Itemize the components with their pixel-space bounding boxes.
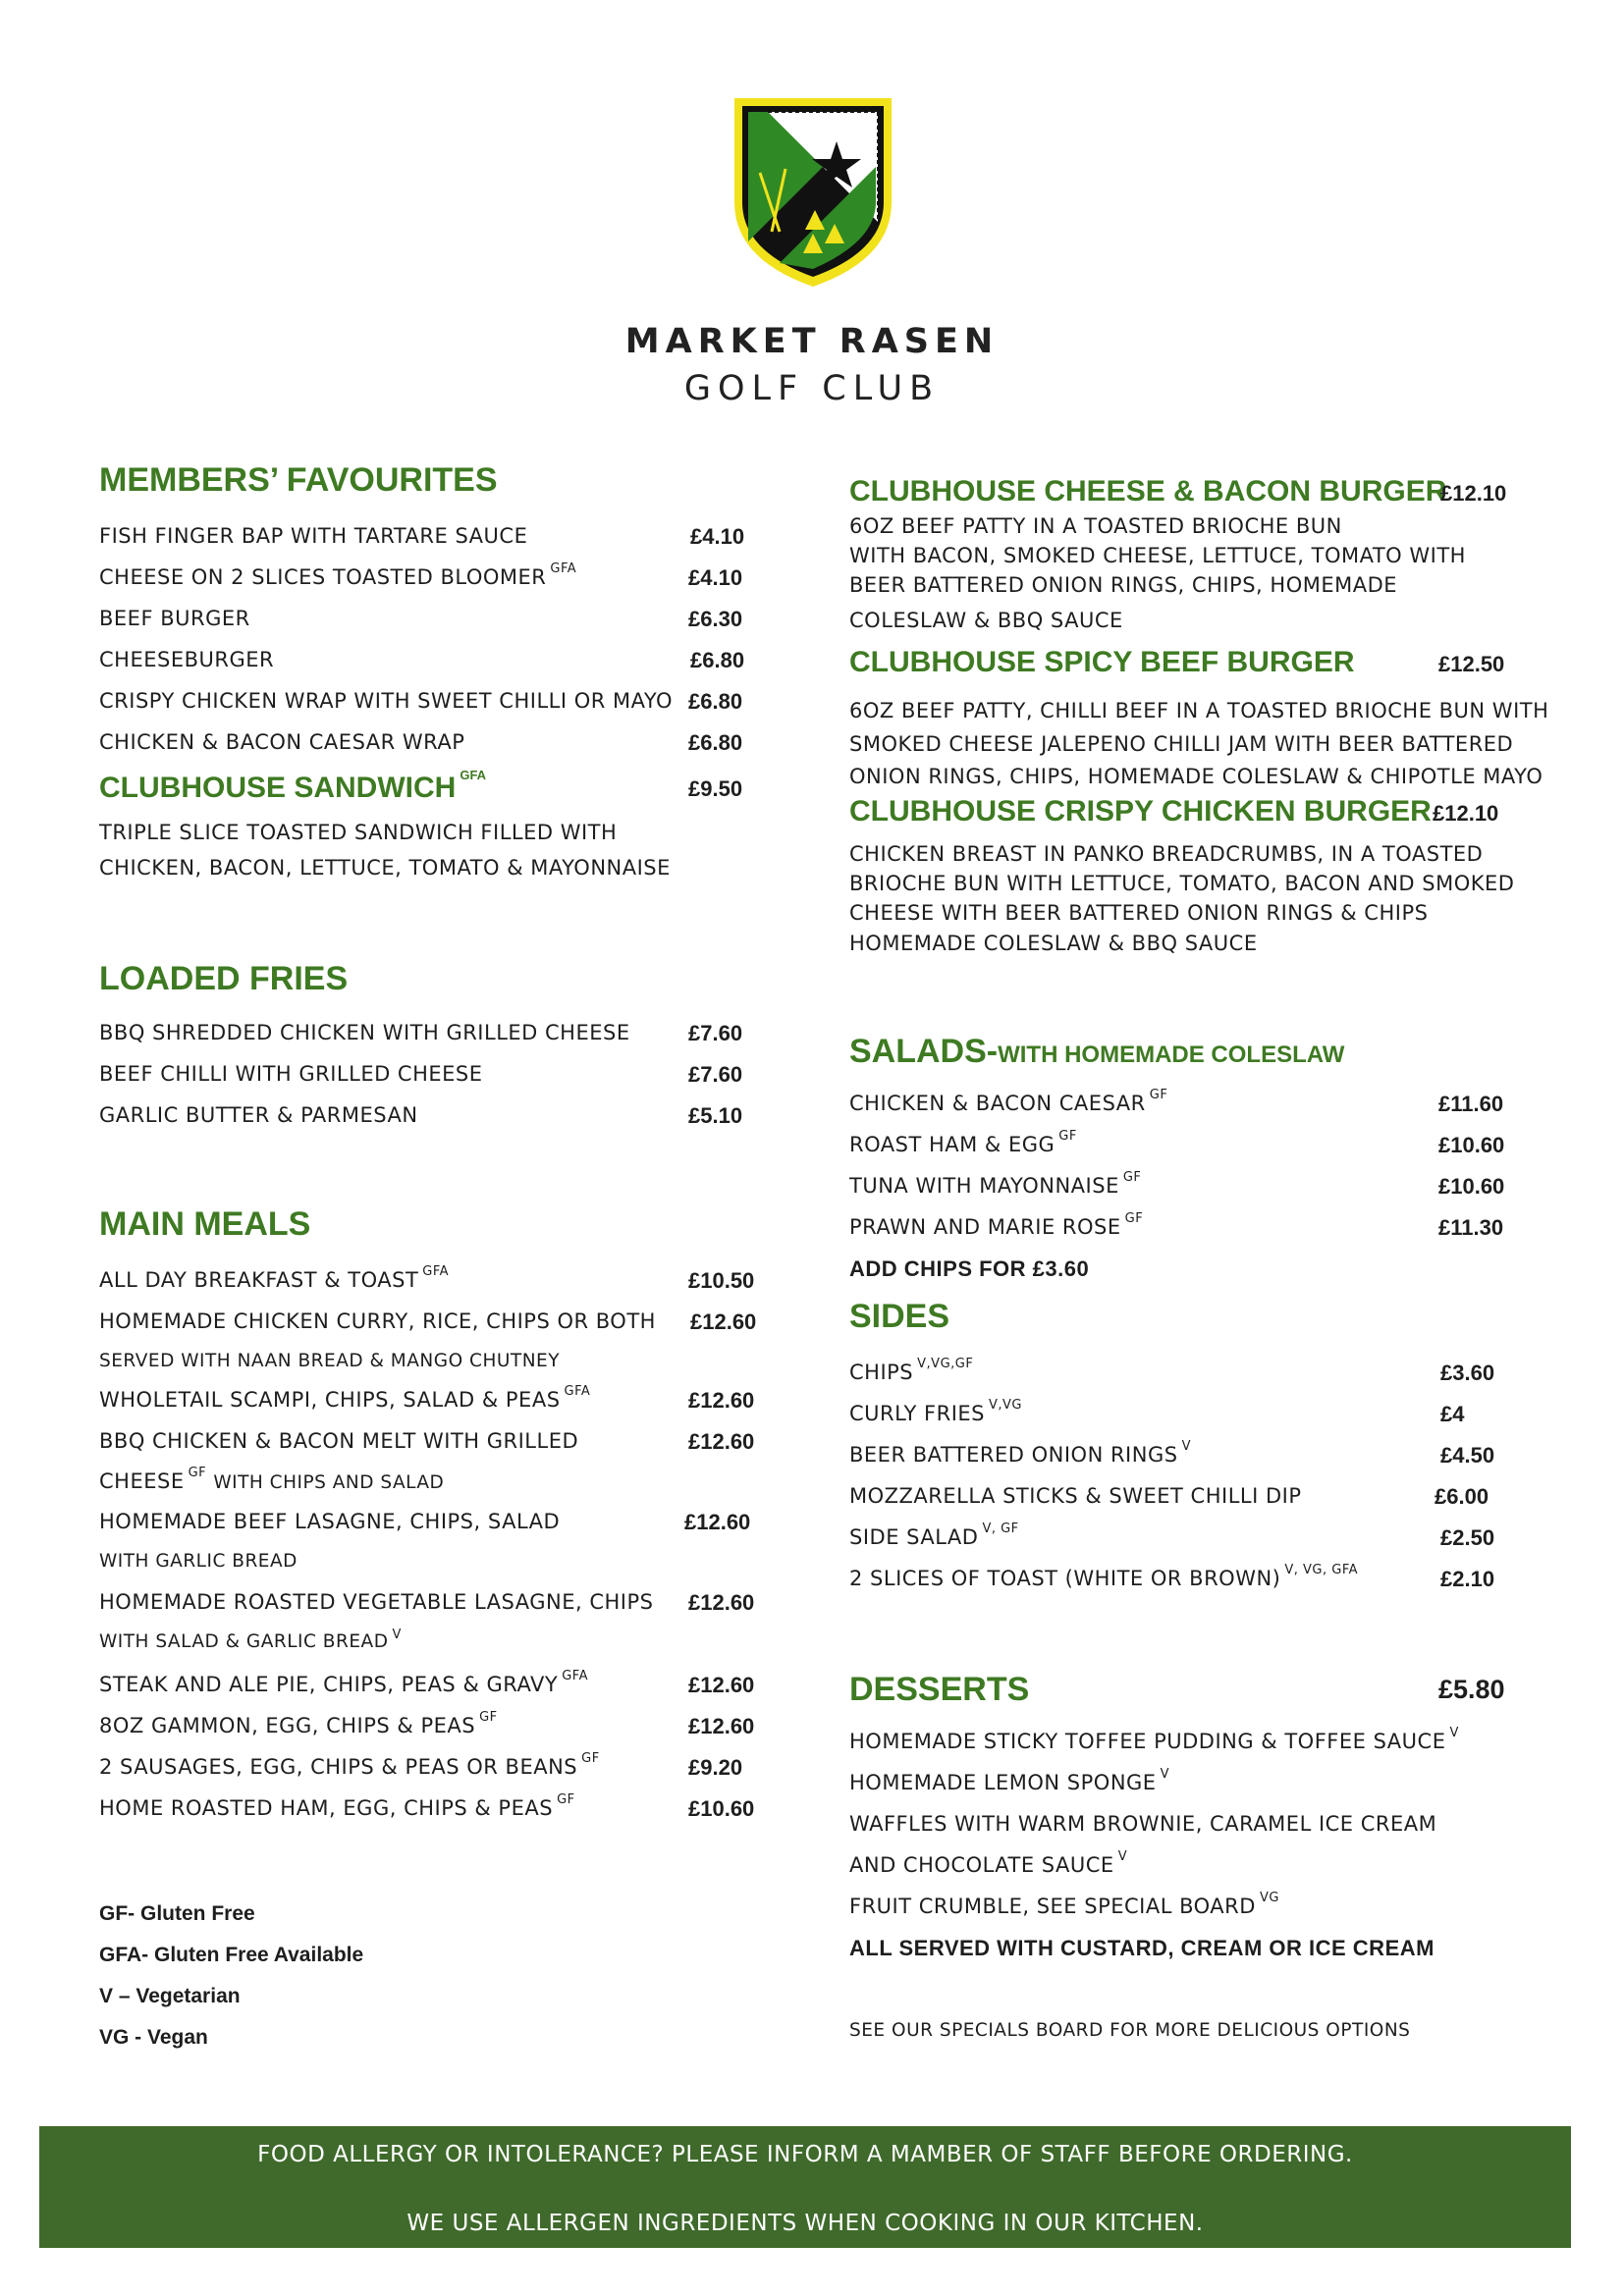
menu-item-price: £4.10	[690, 524, 745, 549]
menu-item-price: £4.50	[1440, 1443, 1495, 1468]
brand-subname: GOLF CLUB	[683, 369, 941, 408]
section-title-clubhouse-sandwich: CLUBHOUSE SANDWICH $^{GFA}$	[99, 768, 487, 804]
section-title-main-meals: MAIN MEALS	[99, 1205, 311, 1243]
menu-item-desc: TRIPLE SLICE TOASTED SANDWICH FILLED WITH	[99, 821, 618, 844]
menu-item-name: BEER BATTERED ONION RINGS $^V$	[849, 1439, 1191, 1467]
menu-item-desc: CHICKEN BREAST IN PANKO BREADCRUMBS, IN A TOASTED	[849, 842, 1484, 866]
add-chips-note: ADD CHIPS FOR £3.60	[849, 1256, 1090, 1281]
menu-item-name: PRAWN AND MARIE ROSE $^{GF}$	[849, 1211, 1144, 1239]
section-title-cheese-bacon-burger: CLUBHOUSE CHEESE & BACON BURGER	[849, 475, 1447, 507]
section-title-salads: SALADS-WITH HOMEMADE COLESLAW	[849, 1033, 1345, 1070]
menu-item-price: £12.60	[688, 1714, 755, 1738]
menu-item-name: CHICKEN & BACON CAESAR WRAP	[99, 730, 465, 754]
menu-item-name: HOME ROASTED HAM, EGG, CHIPS & PEAS $^{GF}$	[99, 1792, 575, 1820]
menu-item-price: £3.60	[1440, 1361, 1495, 1385]
menu-item-name: ROAST HAM & EGG $^{GF}$	[849, 1129, 1077, 1156]
menu-item-desc: WITH BACON, SMOKED CHEESE, LETTUCE, TOMATO WITH	[849, 544, 1466, 567]
menu-item-price: £12.10	[1440, 481, 1507, 506]
brand-name: MARKET RASEN	[624, 322, 1000, 361]
menu-item-name: WHOLETAIL SCAMPI, CHIPS, SALAD & PEAS $^{GFA}$	[99, 1384, 591, 1412]
menu-item-price: £2.10	[1440, 1567, 1495, 1591]
menu-item-price: £6.30	[688, 607, 743, 631]
menu-item-price: £6.80	[688, 730, 743, 755]
menu-item-desc: 6OZ BEEF PATTY, CHILLI BEEF IN A TOASTED BRIOCHE BUN WITH	[849, 699, 1549, 722]
menu-item-price: £10.60	[1438, 1174, 1505, 1199]
menu-item-name: BBQ SHREDDED CHICKEN WITH GRILLED CHEESE	[99, 1021, 630, 1044]
menu-item-price: £12.50	[1438, 652, 1505, 676]
menu-item-name: CHICKEN & BACON CAESAR $^{GF}$	[849, 1088, 1168, 1115]
desserts-price: £5.80	[1438, 1675, 1505, 1704]
menu-item-name: 2 SLICES OF TOAST (WHITE OR BROWN) $^{V, VG, GFA}$	[849, 1563, 1359, 1590]
menu-item-name: TUNA WITH MAYONNAISE $^{GF}$	[849, 1170, 1142, 1198]
menu-item-price: £10.60	[688, 1796, 755, 1821]
menu-item-name: BEEF CHILLI WITH GRILLED CHEESE	[99, 1062, 483, 1086]
menu-item-name: CHEESEBURGER	[99, 648, 275, 671]
menu-item-price: £4.10	[688, 565, 743, 590]
section-title-loaded-fries: LOADED FRIES	[99, 960, 349, 997]
menu-item-price: £6.80	[688, 689, 743, 714]
menu-item-price: £12.60	[688, 1429, 755, 1454]
section-title-crispy-chicken-burger: CLUBHOUSE CRISPY CHICKEN BURGER	[849, 795, 1432, 828]
menu-item-name: 2 SAUSAGES, EGG, CHIPS & PEAS OR BEANS $^{GF}$	[99, 1751, 600, 1779]
menu-item-price: £9.20	[688, 1755, 743, 1780]
menu-item-name: WAFFLES WITH WARM BROWNIE, CARAMEL ICE CREAM	[849, 1812, 1437, 1836]
legend-item: GF- Gluten Free	[99, 1902, 255, 1925]
menu-item-name: ALL DAY BREAKFAST & TOAST $^{GFA}$	[99, 1264, 450, 1292]
menu-item-name: STEAK AND ALE PIE, CHIPS, PEAS & GRAVY $^{GFA}$	[99, 1669, 588, 1696]
menu-item-name: BBQ CHICKEN & BACON MELT WITH GRILLED	[99, 1429, 579, 1453]
menu-item-price: £12.60	[690, 1309, 757, 1334]
menu-item-price: £6.00	[1435, 1484, 1489, 1509]
menu-item-price: £11.30	[1438, 1215, 1504, 1240]
menu-item-desc: SERVED WITH NAAN BREAD & MANGO CHUTNEY	[99, 1351, 561, 1371]
menu-item-price: £12.60	[684, 1510, 751, 1534]
menu-item-price: £12.60	[688, 1673, 755, 1697]
menu-item-desc: SMOKED CHEESE JALEPENO CHILLI JAM WITH BEER BATTERED	[849, 732, 1514, 756]
specials-note: SEE OUR SPECIALS BOARD FOR MORE DELICIOUS OPTIONS	[849, 2020, 1411, 2041]
menu-item-price: £10.50	[688, 1268, 755, 1293]
menu-item-desc: WITH GARLIC BREAD	[99, 1551, 298, 1572]
menu-item-name: FRUIT CRUMBLE, SEE SPECIAL BOARD $^{VG}$	[849, 1891, 1279, 1918]
legend-item: VG - Vegan	[99, 2026, 208, 2049]
section-title-spicy-beef-burger: CLUBHOUSE SPICY BEEF BURGER	[849, 646, 1355, 678]
menu-item-name: HOMEMADE LEMON SPONGE $^V$	[849, 1767, 1169, 1794]
menu-item-price: £9.50	[688, 776, 743, 801]
menu-item-desc: WITH SALAD & GARLIC BREAD $^V$	[99, 1628, 402, 1652]
menu-item-desc: 6OZ BEEF PATTY IN A TOASTED BRIOCHE BUN	[849, 514, 1342, 538]
menu-item-price: £4	[1440, 1402, 1465, 1426]
menu-item-desc: CHEESE WITH BEER BATTERED ONION RINGS & CHIPS	[849, 901, 1429, 925]
allergy-footer-banner	[39, 2126, 1571, 2248]
club-crest-logo	[729, 94, 897, 291]
menu-item-desc: CHEESE $^{GF}$ WITH CHIPS AND SALAD	[99, 1466, 445, 1493]
menu-item-desc: BRIOCHE BUN WITH LETTUCE, TOMATO, BACON AND SMOKED	[849, 872, 1515, 895]
menu-item-price: £11.60	[1438, 1092, 1504, 1116]
section-title-sides: SIDES	[849, 1298, 950, 1335]
menu-item-name: CRISPY CHICKEN WRAP WITH SWEET CHILLI OR MAYO	[99, 689, 674, 713]
menu-item-price: £12.10	[1433, 801, 1499, 826]
menu-item-name: HOMEMADE CHICKEN CURRY, RICE, CHIPS OR BOTH	[99, 1309, 656, 1333]
desserts-served-note: ALL SERVED WITH CUSTARD, CREAM OR ICE CREAM	[849, 1936, 1435, 1960]
menu-item-name: GARLIC BUTTER & PARMESAN	[99, 1103, 418, 1127]
menu-item-name: CHEESE ON 2 SLICES TOASTED BLOOMER $^{GFA}$	[99, 561, 577, 589]
menu-item-name: MOZZARELLA STICKS & SWEET CHILLI DIP	[849, 1484, 1302, 1508]
menu-item-name: CHIPS $^{V,VG,GF}$	[849, 1357, 974, 1384]
menu-item-desc: AND CHOCOLATE SAUCE $^V$	[849, 1849, 1128, 1877]
menu-item-name: SIDE SALAD $^{V, GF}$	[849, 1522, 1019, 1549]
footer-line-2: WE USE ALLERGEN INGREDIENTS WHEN COOKING IN OUR KITCHEN.	[406, 2211, 1204, 2236]
menu-item-price: £6.80	[690, 648, 745, 672]
legend-item: V – Vegetarian	[99, 1985, 241, 2007]
menu-item-name: BEEF BURGER	[99, 607, 250, 630]
footer-line-1: FOOD ALLERGY OR INTOLERANCE? PLEASE INFORM A MAMBER OF STAFF BEFORE ORDERING.	[257, 2142, 1353, 2167]
menu-item-price: £10.60	[1438, 1133, 1505, 1157]
menu-item-desc: BEER BATTERED ONION RINGS, CHIPS, HOMEMADE	[849, 573, 1398, 597]
menu-item-name: FISH FINGER BAP WITH TARTARE SAUCE	[99, 524, 528, 548]
menu-item-desc: COLESLAW & BBQ SAUCE	[849, 609, 1123, 632]
menu-item-price: £2.50	[1440, 1525, 1495, 1550]
menu-item-name: HOMEMADE STICKY TOFFEE PUDDING & TOFFEE SAUCE $^V$	[849, 1726, 1459, 1753]
menu-item-price: £7.60	[688, 1062, 743, 1087]
section-title-members-favourites: MEMBERS’ FAVOURITES	[99, 461, 498, 499]
menu-item-desc: ONION RINGS, CHIPS, HOMEMADE COLESLAW & CHIPOTLE MAYO	[849, 765, 1543, 788]
menu-item-price: £7.60	[688, 1021, 743, 1045]
menu-item-name: HOMEMADE BEEF LASAGNE, CHIPS, SALAD	[99, 1510, 561, 1533]
menu-item-name: HOMEMADE ROASTED VEGETABLE LASAGNE, CHIPS	[99, 1590, 654, 1614]
menu-item-price: £12.60	[688, 1388, 755, 1413]
legend-item: GFA- Gluten Free Available	[99, 1944, 364, 1966]
menu-item-price: £5.10	[688, 1103, 743, 1128]
menu-item-name: 8OZ GAMMON, EGG, CHIPS & PEAS $^{GF}$	[99, 1710, 498, 1737]
menu-item-price: £12.60	[688, 1590, 755, 1615]
section-title-desserts: DESSERTS	[849, 1671, 1030, 1708]
menu-item-desc: CHICKEN, BACON, LETTUCE, TOMATO & MAYONNAISE	[99, 856, 671, 880]
menu-item-desc: HOMEMADE COLESLAW & BBQ SAUCE	[849, 932, 1258, 955]
menu-item-name: CURLY FRIES $^{V,VG}$	[849, 1398, 1023, 1425]
